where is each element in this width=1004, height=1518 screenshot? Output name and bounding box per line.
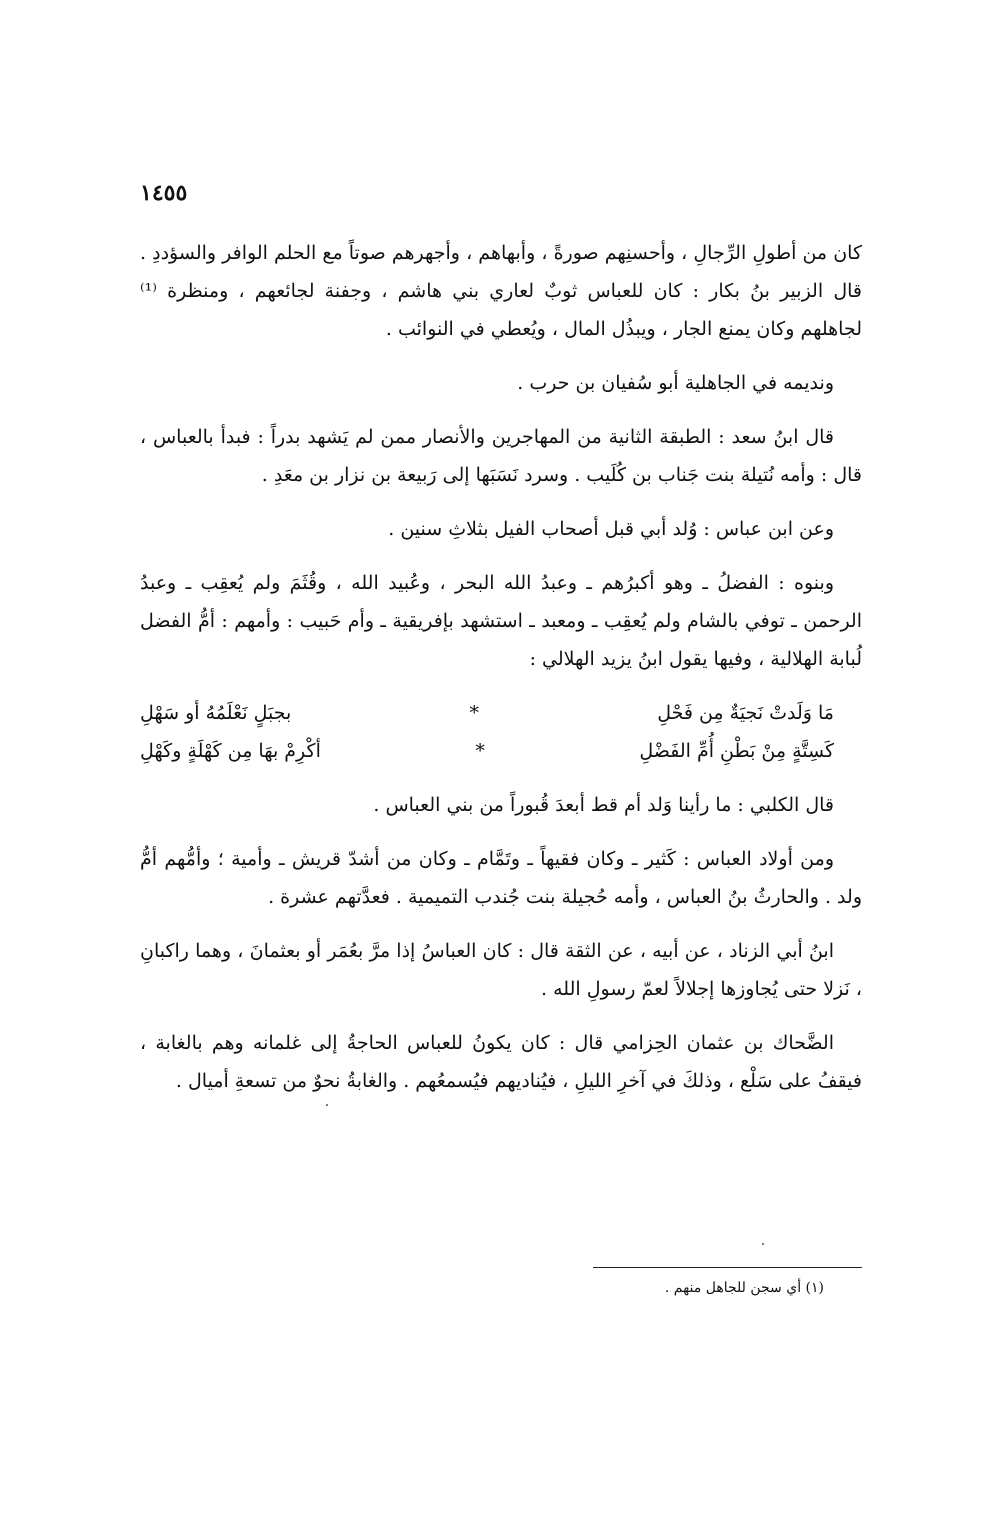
- verse-2-first-hemistich: كَسِتَّةٍ مِنْ بَطْنِ أُمِّ الفَضْلِ: [639, 740, 834, 762]
- paragraph-4: وعن ابن عباس : وُلد أبي قبل أصحاب الفيل بثلاثِ سنين .: [388, 518, 834, 540]
- poem: [140, 694, 862, 770]
- print-speck: [762, 1243, 764, 1245]
- print-speck: [326, 1104, 328, 1106]
- footnote-divider: [593, 1267, 862, 1268]
- paragraph-9: الضَّحاك بن عثمان الحِزامي قال : كان يكونُ للعباس الحاجةُ إلى غلمانه وهم بالغابة ، فيقفُ على سَلْع ، وذلكَ في آخرِ الليلِ ، فيُناديهم فيُسمعُهم . والغابةُ نحوٌ من تسعةِ أميال .: [140, 1032, 862, 1092]
- paragraph-3: قال ابنُ سعد : الطبقة الثانية من المهاجرين والأنصار ممن لم يَشهد بدراً : فبدأ بالعباس ، قال : وأمه نُتيلة بنت جَناب بن كُلَيب . وسرد نَسَبَها إلى رَبيعة بن نزار بن معَدِ .: [140, 426, 862, 486]
- verse-1-first-hemistich: مَا وَلَدتْ نَجيَةٌ مِن فَحْلِ: [657, 702, 834, 724]
- footnote: (١) أي سجن للجاهل منهم .: [664, 1280, 824, 1296]
- verse-1-second-hemistich: بجبَلٍ نَعْلَمُهُ أو سَهْلِ: [140, 702, 292, 724]
- verse-1: [140, 694, 834, 732]
- verse-2: [140, 732, 834, 770]
- main-text: [140, 234, 862, 1116]
- paragraph-8: ابنُ أبي الزناد ، عن أبيه ، عن الثقة قال : كان العباسُ إذا مرَّ بعُمَر أو بعثمانَ ، وهما راكبانِ ، نَزلا حتى يُجاوزها إجلالاً لعمّ رسولِ الله .: [140, 940, 862, 1000]
- paragraph-1: كان من أطولِ الرِّجالِ ، وأحسنِهم صورةً ، وأبهاهم ، وأجهرهم صوتاً مع الحلم الوافر والسؤددِ . قال الزبير بنُ بكار : كان للعباس ثوبٌ لعاري بني هاشم ، وجفنة لجائعهم ، ومنظرة ⁽¹⁾ لجاهلهم وكان يمنع الجار ، ويبذُل المال ، ويُعطي في النوائب .: [140, 242, 862, 340]
- page-number: ١٤٥٥: [140, 180, 188, 206]
- verse-separator: *: [469, 702, 479, 724]
- paragraph-5: وبنوه : الفضلُ ـ وهو أكبرُهم ـ وعبدُ الله البحر ، وعُبيد الله ، وقُثَمَ ولم يُعقِب ـ وعبدُ الرحمن ـ توفي بالشام ولم يُعقِب ـ ومعبد ـ استشهد بإفريقية ـ وأم حَبيب : وأمهم : أمُّ الفضل لُبابة الهلالية ، وفيها يقول ابنُ يزيد الهلالي :: [140, 572, 862, 670]
- paragraph-7: ومن أولاد العباس : كَثير ـ وكان فقيهاً ـ وتَمَّام ـ وكان من أشدّ قريش ـ وأمية ؛ وأمُّهم أمُّ ولد . والحارثُ بنُ العباس ، وأمه حُجيلة بنت جُندب التميمية . فعدَّتهم عشرة .: [140, 848, 862, 908]
- paragraph-2: ونديمه في الجاهلية أبو سُفيان بن حرب .: [517, 372, 834, 394]
- verse-separator: *: [475, 740, 485, 762]
- verse-2-second-hemistich: أكْرِمْ بهَا مِن كَهْلَةٍ وكَهْلِ: [140, 740, 321, 762]
- paragraph-6: قال الكلبي : ما رأينا وَلد أم قط أبعدَ قُبوراً من بني العباس .: [373, 794, 834, 816]
